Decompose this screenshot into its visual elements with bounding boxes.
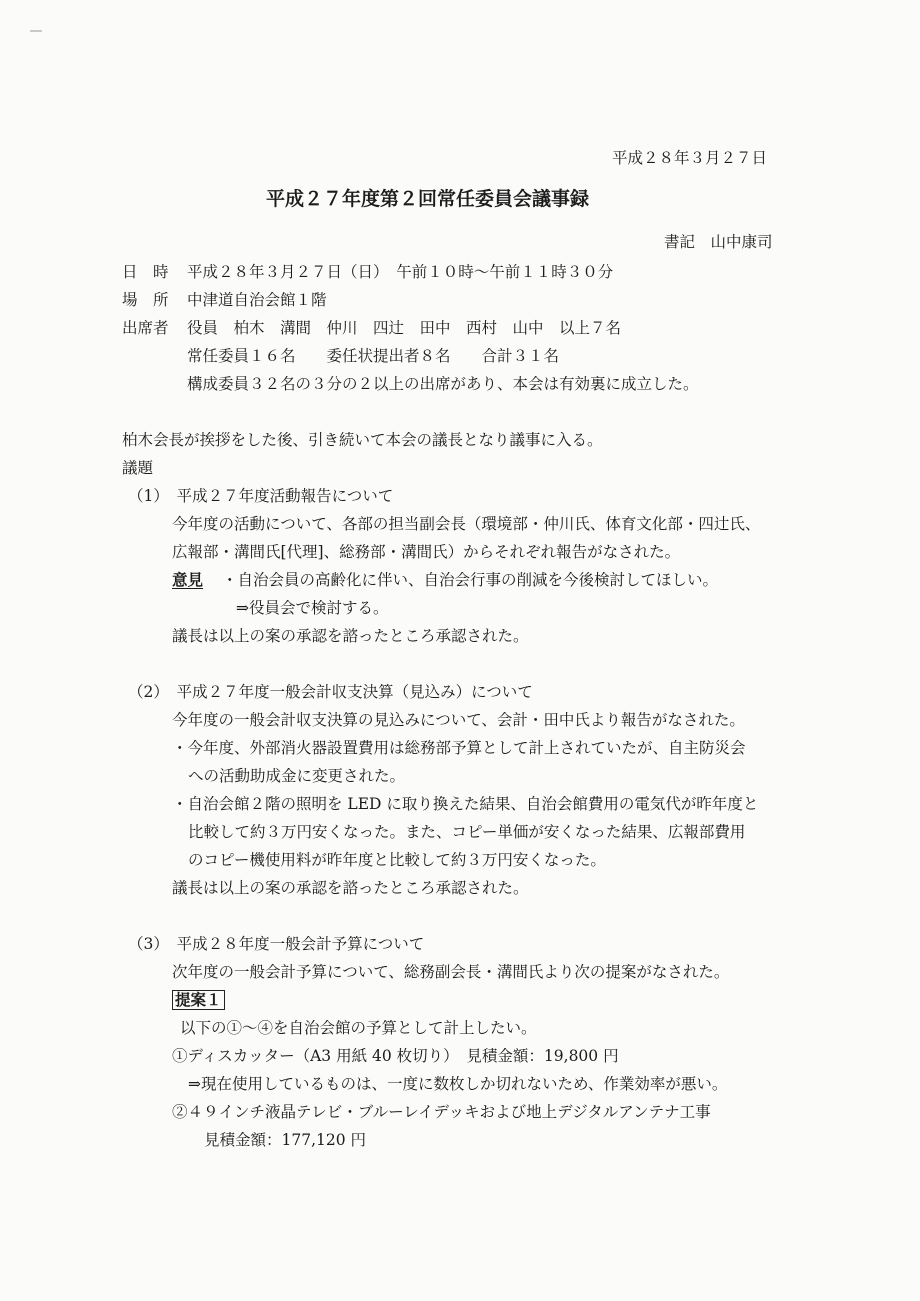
item2-line1: 今年度の一般会計収支決算の見込みについて、会計・田中氏より報告がなされた。 (172, 711, 745, 729)
item3-proposal-2-price: 見積金額：177,120 円 (204, 1131, 367, 1149)
item2-bullet2-a: ・自治会館２階の照明を LED に取り換えた結果、自治会館費用の電気代が昨年度と (172, 795, 759, 813)
item3-proposal-label: 提案１ (172, 990, 225, 1010)
document-date: 平成２８年３月２７日 (612, 149, 768, 167)
clerk-name: 書記 山中康司 (664, 233, 773, 251)
item2-closing: 議長は以上の案の承認を諮ったところ承認された。 (172, 879, 529, 897)
item2-bullet2-b: 比較して約３万円安くなった。また、コピー単価が安くなった結果、広報部費用 (188, 823, 746, 841)
item1-closing: 議長は以上の案の承認を諮ったところ承認された。 (172, 627, 529, 645)
item2-bullet2-c: のコピー機使用料が昨年度と比較して約３万円安くなった。 (188, 851, 606, 869)
item3-proposal-1-note: ⇒現在使用しているものは、一度に数枚しか切れないため、作業効率が悪い。 (188, 1075, 728, 1093)
item1-line1: 今年度の活動について、各部の担当副会長（環境部・仲川氏、体育文化部・四辻氏、 (172, 515, 761, 533)
item3-proposal-1: ①ディスカッター（A3 用紙 40 枚切り） 見積金額：19,800 円 (172, 1047, 619, 1065)
attendees-officers: 役員 柏木 溝間 仲川 四辻 田中 西村 山中 以上７名 (187, 319, 622, 337)
item1-heading: （1） 平成２７年度活動報告について (128, 487, 394, 505)
scan-mark (30, 30, 42, 32)
datetime-label: 日 時 (122, 263, 169, 281)
datetime-value: 平成２８年３月２７日（日） 午前１０時〜午前１１時３０分 (187, 263, 614, 281)
document-title: 平成２７年度第２回常任委員会議事録 (266, 188, 590, 210)
item2-bullet1-a: ・今年度、外部消火器設置費用は総務部予算として計上されていたが、自主防災会 (172, 739, 746, 757)
item3-proposal-2: ②４９インチ液晶テレビ・ブルーレイデッキおよび地上デジタルアンテナ工事 (172, 1103, 711, 1121)
item1-opinion-text: ・自治会員の高齢化に伴い、自治会行事の削減を今後検討してほしい。 (222, 571, 719, 589)
attendees-counts: 常任委員１６名 委任状提出者８名 合計３１名 (187, 347, 560, 365)
intro-text: 柏木会長が挨拶をした後、引き続いて本会の議長となり議事に入る。 (122, 431, 603, 449)
item2-bullet1-b: への活動助成金に変更された。 (188, 767, 406, 785)
item1-opinion-label: 意見 (172, 570, 204, 589)
attendees-label: 出席者 (122, 319, 169, 337)
item2-heading: （2） 平成２７年度一般会計収支決算（見込み）について (128, 683, 533, 701)
item3-line1: 次年度の一般会計予算について、総務副会長・溝間氏より次の提案がなされた。 (172, 963, 730, 981)
item1-opinion-answer: ⇒役員会で検討する。 (236, 599, 389, 617)
item3-heading: （3） 平成２８年度一般会計予算について (128, 935, 425, 953)
item3-proposal-intro: 以下の①〜④を自治会館の予算として計上したい。 (180, 1019, 537, 1037)
place-label: 場 所 (122, 291, 169, 309)
item1-line2: 広報部・溝間氏[代理]、総務部・溝間氏）からそれぞれ報告がなされた。 (172, 543, 681, 561)
quorum-statement: 構成委員３２名の３分の２以上の出席があり、本会は有効裏に成立した。 (187, 375, 699, 393)
agenda-label: 議題 (122, 459, 154, 477)
place-value: 中津道自治会館１階 (187, 291, 327, 309)
